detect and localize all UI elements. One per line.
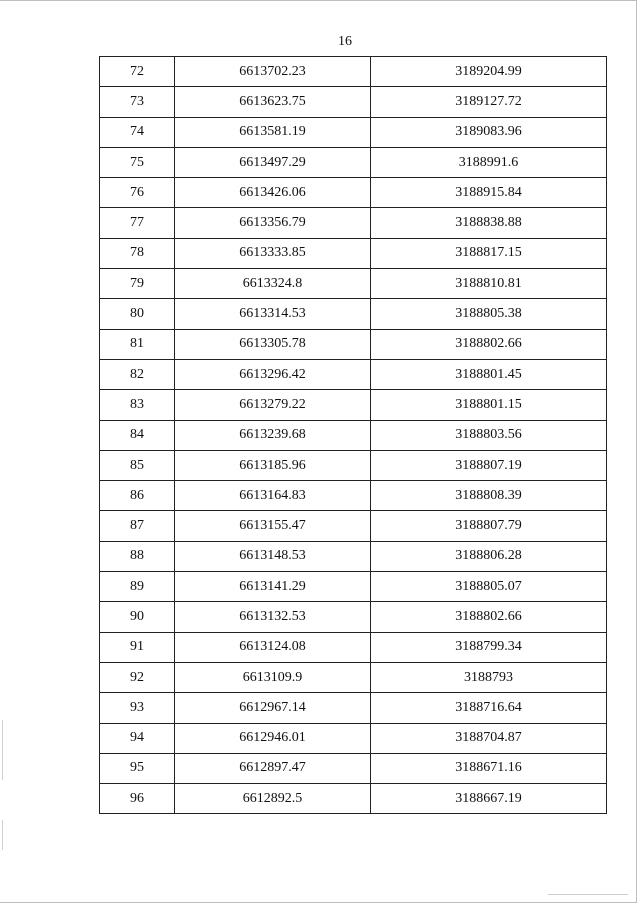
table-row [100, 541, 607, 571]
x-coordinate-cell: 6613426.06 [175, 178, 371, 208]
table-row [100, 481, 607, 511]
point-number-cell: 91 [100, 632, 175, 662]
x-coordinate-cell: 6613141.29 [175, 572, 371, 602]
table-row [100, 450, 607, 480]
point-number-cell: 88 [100, 541, 175, 571]
table-row [100, 723, 607, 753]
point-number-cell: 80 [100, 299, 175, 329]
x-coordinate-cell: 6613497.29 [175, 147, 371, 177]
x-coordinate-cell: 6613109.9 [175, 662, 371, 692]
point-number-cell: 87 [100, 511, 175, 541]
y-coordinate-cell: 3188716.64 [371, 693, 607, 723]
point-number-cell: 96 [100, 784, 175, 814]
y-coordinate-cell: 3188807.19 [371, 450, 607, 480]
table-row [100, 784, 607, 814]
table-row [100, 602, 607, 632]
y-coordinate-cell: 3188799.34 [371, 632, 607, 662]
coordinate-table [99, 56, 607, 814]
point-number-cell: 75 [100, 147, 175, 177]
point-number-cell: 73 [100, 87, 175, 117]
table-row [100, 329, 607, 359]
table-row [100, 299, 607, 329]
y-coordinate-cell: 3188671.16 [371, 753, 607, 783]
x-coordinate-cell: 6613155.47 [175, 511, 371, 541]
x-coordinate-cell: 6613314.53 [175, 299, 371, 329]
x-coordinate-cell: 6613702.23 [175, 57, 371, 87]
table-row [100, 117, 607, 147]
table-row [100, 572, 607, 602]
y-coordinate-cell: 3188817.15 [371, 238, 607, 268]
point-number-cell: 74 [100, 117, 175, 147]
table-row [100, 511, 607, 541]
x-coordinate-cell: 6613185.96 [175, 450, 371, 480]
y-coordinate-cell: 3188704.87 [371, 723, 607, 753]
point-number-cell: 93 [100, 693, 175, 723]
table-row [100, 390, 607, 420]
x-coordinate-cell: 6613356.79 [175, 208, 371, 238]
x-coordinate-cell: 6613124.08 [175, 632, 371, 662]
point-number-cell: 81 [100, 329, 175, 359]
scan-edge-mark [2, 820, 3, 850]
page-number: 16 [338, 34, 352, 49]
table-row [100, 238, 607, 268]
x-coordinate-cell: 6613296.42 [175, 359, 371, 389]
table-row [100, 87, 607, 117]
y-coordinate-cell: 3189083.96 [371, 117, 607, 147]
y-coordinate-cell: 3188915.84 [371, 178, 607, 208]
x-coordinate-cell: 6613581.19 [175, 117, 371, 147]
scan-edge-mark [2, 720, 3, 780]
point-number-cell: 72 [100, 57, 175, 87]
x-coordinate-cell: 6612946.01 [175, 723, 371, 753]
y-coordinate-cell: 3188803.56 [371, 420, 607, 450]
point-number-cell: 82 [100, 359, 175, 389]
point-number-cell: 89 [100, 572, 175, 602]
y-coordinate-cell: 3188806.28 [371, 541, 607, 571]
y-coordinate-cell: 3188801.15 [371, 390, 607, 420]
point-number-cell: 94 [100, 723, 175, 753]
y-coordinate-cell: 3188808.39 [371, 481, 607, 511]
y-coordinate-cell: 3189204.99 [371, 57, 607, 87]
point-number-cell: 79 [100, 269, 175, 299]
x-coordinate-cell: 6613279.22 [175, 390, 371, 420]
point-number-cell: 76 [100, 178, 175, 208]
point-number-cell: 86 [100, 481, 175, 511]
point-number-cell: 85 [100, 450, 175, 480]
point-number-cell: 92 [100, 662, 175, 692]
x-coordinate-cell: 6612897.47 [175, 753, 371, 783]
point-number-cell: 95 [100, 753, 175, 783]
y-coordinate-cell: 3188838.88 [371, 208, 607, 238]
table-row [100, 269, 607, 299]
table-row [100, 632, 607, 662]
table-row [100, 57, 607, 87]
table-row [100, 147, 607, 177]
x-coordinate-cell: 6613623.75 [175, 87, 371, 117]
y-coordinate-cell: 3188801.45 [371, 359, 607, 389]
x-coordinate-cell: 6613164.83 [175, 481, 371, 511]
y-coordinate-cell: 3188810.81 [371, 269, 607, 299]
point-number-cell: 77 [100, 208, 175, 238]
x-coordinate-cell: 6613333.85 [175, 238, 371, 268]
x-coordinate-cell: 6613305.78 [175, 329, 371, 359]
table-row [100, 662, 607, 692]
table-row [100, 420, 607, 450]
x-coordinate-cell: 6613132.53 [175, 602, 371, 632]
point-number-cell: 78 [100, 238, 175, 268]
table-row [100, 208, 607, 238]
scan-foot-mark [548, 894, 628, 895]
y-coordinate-cell: 3188991.6 [371, 147, 607, 177]
table-row [100, 178, 607, 208]
table-row [100, 753, 607, 783]
table-row [100, 693, 607, 723]
x-coordinate-cell: 6613239.68 [175, 420, 371, 450]
point-number-cell: 83 [100, 390, 175, 420]
y-coordinate-cell: 3188807.79 [371, 511, 607, 541]
y-coordinate-cell: 3188802.66 [371, 602, 607, 632]
x-coordinate-cell: 6612892.5 [175, 784, 371, 814]
point-number-cell: 84 [100, 420, 175, 450]
point-number-cell: 90 [100, 602, 175, 632]
coordinate-table-body [100, 57, 607, 814]
y-coordinate-cell: 3188805.07 [371, 572, 607, 602]
y-coordinate-cell: 3189127.72 [371, 87, 607, 117]
x-coordinate-cell: 6612967.14 [175, 693, 371, 723]
y-coordinate-cell: 3188805.38 [371, 299, 607, 329]
table-row [100, 359, 607, 389]
y-coordinate-cell: 3188802.66 [371, 329, 607, 359]
x-coordinate-cell: 6613148.53 [175, 541, 371, 571]
x-coordinate-cell: 6613324.8 [175, 269, 371, 299]
y-coordinate-cell: 3188667.19 [371, 784, 607, 814]
y-coordinate-cell: 3188793 [371, 662, 607, 692]
